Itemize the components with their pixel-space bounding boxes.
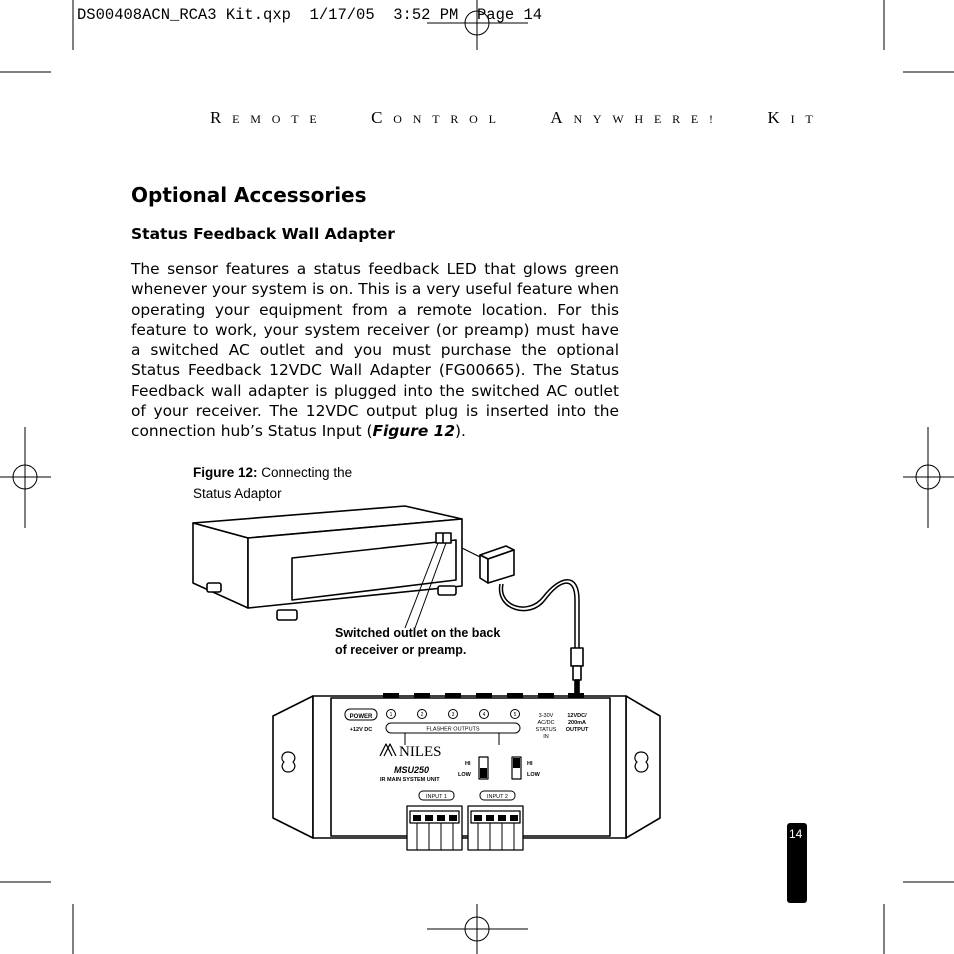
input1-label: INPUT 1 <box>426 794 447 800</box>
switch1-hi-label: HI <box>465 761 471 767</box>
model-sub-label: IR MAIN SYSTEM UNIT <box>380 777 440 783</box>
switch2-low-label: LOW <box>527 772 540 778</box>
input2-label: INPUT 2 <box>487 794 508 800</box>
model-label: MSU250 <box>394 765 430 775</box>
page-tab <box>787 823 807 903</box>
flasher-2-number: 2 <box>420 712 424 718</box>
caption-label: Figure 12: <box>193 465 258 480</box>
output-line2: 200mA <box>567 720 587 726</box>
paragraph-text: The sensor features a status feedback LED that glows green whenever your system is on. This is a very useful feature when operating your equipment from a remote location. For this feature to work, your system receiver (or preamp) must have a switched AC outlet and you must purchase the optional Status Feedback 12VDC Wall Adapter (FG00665). The Status Feedback wall adapter is plugged into the switched AC outlet of your receiver. The 12VDC output plug is inserted into the connection hub’s Status Input ( <box>131 260 619 441</box>
outlet-callout: Switched outlet on the back of receiver or preamp. <box>335 626 501 657</box>
power-label: POWER <box>349 714 373 720</box>
status-in-line2: AC/DC <box>537 720 555 726</box>
status-in-line4: IN <box>543 734 549 740</box>
output-line1: 12VDC/ <box>567 713 587 719</box>
page-number: 14 <box>789 827 803 841</box>
section-title: Optional Accessories <box>131 183 367 207</box>
flasher-4-number: 4 <box>482 712 486 718</box>
subsection-title: Status Feedback Wall Adapter <box>131 225 395 243</box>
switch1-low-label: LOW <box>458 772 471 778</box>
print-slug: DS00408ACN_RCA3 Kit.qxp 1/17/05 3:52 PM Page 14 <box>77 6 543 24</box>
paragraph-end: ). <box>455 422 466 441</box>
running-head-text: REMOTE CONTROL ANYWHERE! KIT <box>210 108 824 127</box>
receiver-box <box>193 506 462 620</box>
output-line3: OUTPUT <box>565 727 589 733</box>
niles-logo: NILES <box>399 744 442 760</box>
switch2-hi-label: HI <box>527 761 533 767</box>
flasher-3-number: 3 <box>451 712 455 718</box>
power-voltage-label: +12V DC <box>349 727 373 733</box>
status-in-line1: 3-30V <box>538 713 554 719</box>
status-in-line3: STATUS <box>535 727 557 733</box>
caption-text: Connecting the Status Adaptor <box>193 465 353 501</box>
wall-adapter <box>462 546 514 583</box>
flasher-1-number: 1 <box>389 712 393 718</box>
figure-reference[interactable]: Figure 12 <box>372 422 456 441</box>
flasher-5-number: 5 <box>513 712 517 718</box>
flasher-outputs-label: FLASHER OUTPUTS <box>426 726 480 733</box>
